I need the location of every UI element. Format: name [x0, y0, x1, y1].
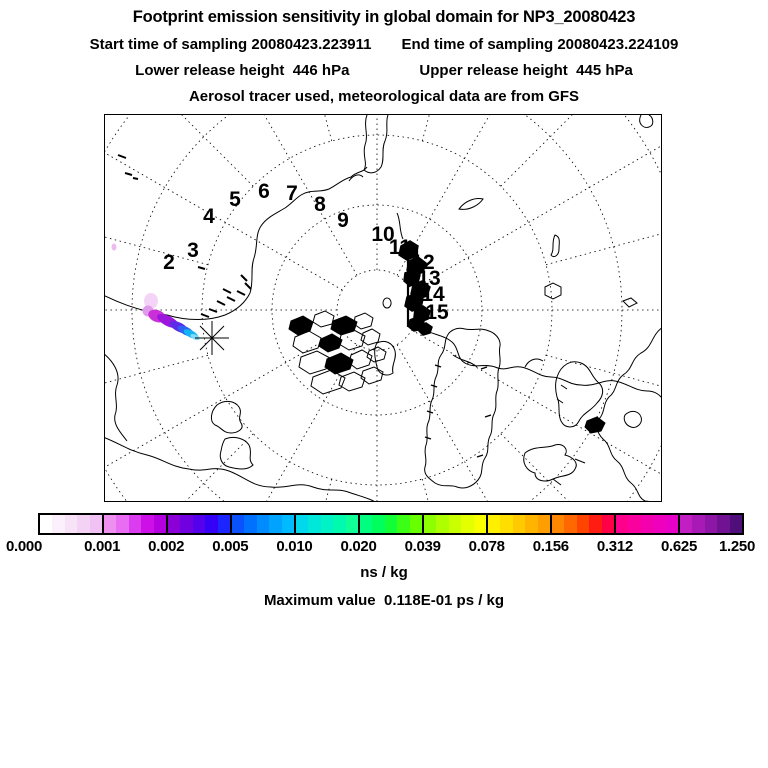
colorbar-cell: [180, 515, 192, 533]
trajectory-day-label: 14: [421, 283, 445, 306]
colorbar-cell: [692, 515, 704, 533]
trajectory-day-label: 11: [388, 236, 412, 259]
colorbar-cell: [641, 515, 653, 533]
colorbar-cell: [705, 515, 717, 533]
colorbar-segment: [296, 515, 360, 533]
colorbar-cell: [257, 515, 269, 533]
colorbar-segment: [424, 515, 488, 533]
colorbar-cell: [500, 515, 512, 533]
colorbar-tick-label: 0.156: [532, 538, 569, 555]
colorbar-cell: [488, 515, 500, 533]
release-heights-line: [0, 62, 768, 79]
colorbar-cell: [577, 515, 589, 533]
colorbar-tick-label: 0.039: [404, 538, 441, 555]
colorbar-cell: [65, 515, 77, 533]
colorbar-tick-label: 0.078: [468, 538, 505, 555]
colorbar-cell: [461, 515, 473, 533]
colorbar-segment: [360, 515, 424, 533]
start-time-label: Start time of sampling 20080423.223911: [89, 36, 372, 53]
colorbar: [38, 513, 744, 535]
colorbar-cell: [244, 515, 256, 533]
colorbar-tick-label: 0.001: [84, 538, 121, 555]
colorbar-cell: [513, 515, 525, 533]
colorbar-segment: [168, 515, 232, 533]
colorbar-cell: [474, 515, 486, 533]
trajectory-day-label: 6: [258, 180, 270, 203]
colorbar-cell: [193, 515, 205, 533]
colorbar-cell: [52, 515, 64, 533]
colorbar-tick-label: 0.002: [148, 538, 185, 555]
colorbar-cell: [104, 515, 116, 533]
colorbar-cell: [372, 515, 384, 533]
colorbar-cell: [628, 515, 640, 533]
colorbar-cell: [525, 515, 537, 533]
trajectory-day-label: 9: [337, 209, 349, 232]
colorbar-cell: [232, 515, 244, 533]
colorbar-segment: [616, 515, 680, 533]
colorbar-cell: [218, 515, 230, 533]
colorbar-cell: [616, 515, 628, 533]
colorbar-cell: [116, 515, 128, 533]
upper-release-label: Upper release height 445 hPa: [419, 62, 633, 79]
colorbar-tick-label: 1.250: [718, 538, 756, 555]
trajectory-day-label: 5: [229, 188, 241, 211]
colorbar-cell: [308, 515, 320, 533]
trajectory-day-label: 4: [203, 205, 215, 228]
colorbar-segment: [104, 515, 168, 533]
colorbar-cell: [680, 515, 692, 533]
colorbar-cell: [538, 515, 550, 533]
release-location-marker: [195, 321, 229, 355]
colorbar-cell: [296, 515, 308, 533]
colorbar-cell: [141, 515, 153, 533]
colorbar-cell: [77, 515, 89, 533]
colorbar-segment: [488, 515, 552, 533]
trajectory-day-label: 7: [286, 182, 298, 205]
trajectory-day-label: 2: [163, 251, 175, 274]
colorbar-cell: [410, 515, 422, 533]
max-value-label: Maximum value 0.118E-01 ps / kg: [263, 592, 505, 609]
trajectory-day-label: 10: [371, 223, 395, 246]
colorbar-cell: [282, 515, 294, 533]
colorbar-tick-label: 0.020: [340, 538, 377, 555]
colorbar-cell: [717, 515, 729, 533]
trajectory-day-label: 8: [314, 193, 326, 216]
colorbar-cell: [385, 515, 397, 533]
colorbar-cell: [90, 515, 102, 533]
colorbar-tick-label: 0.010: [276, 538, 313, 555]
colorbar-cell: [269, 515, 281, 533]
colorbar-tick-label: 0.005: [212, 538, 249, 555]
graticule-grid: [105, 115, 661, 501]
colorbar-cell: [653, 515, 665, 533]
colorbar-cell: [730, 515, 742, 533]
coastlines: [105, 115, 661, 501]
colorbar-cell: [129, 515, 141, 533]
trajectory-day-label: 13: [417, 267, 441, 290]
page-title: Footprint emission sensitivity in global domain for NP3_20080423: [132, 8, 636, 26]
colorbar-cell: [321, 515, 333, 533]
colorbar-cell: [602, 515, 614, 533]
trajectory-day-label: 15: [425, 301, 449, 324]
end-time-label: End time of sampling 20080423.224109: [401, 36, 679, 53]
colorbar-cell: [666, 515, 678, 533]
colorbar-cell: [360, 515, 372, 533]
colorbar-units-label: ns / kg: [360, 564, 408, 581]
colorbar-cell: [40, 515, 52, 533]
colorbar-tick-label: 0.625: [660, 538, 698, 555]
colorbar-tick-label: 0.312: [596, 538, 633, 555]
colorbar-segment: [552, 515, 616, 533]
map-panel: [104, 114, 662, 502]
lower-release-label: Lower release height 446 hPa: [135, 62, 350, 79]
colorbar-tick-labels: [0, 538, 768, 556]
sampling-times-line: [0, 36, 768, 53]
colorbar-segment: [680, 515, 742, 533]
trajectory-day-label: 3: [187, 239, 199, 262]
colorbar-cell: [168, 515, 180, 533]
colorbar-cell: [449, 515, 461, 533]
colorbar-cell: [589, 515, 601, 533]
polar-map: [105, 115, 661, 501]
colorbar-cell: [436, 515, 448, 533]
tracer-info-line: Aerosol tracer used, meteorological data are from GFS: [188, 88, 580, 105]
colorbar-segment: [232, 515, 296, 533]
colorbar-cell: [333, 515, 345, 533]
colorbar-cell: [552, 515, 564, 533]
colorbar-cell: [154, 515, 166, 533]
colorbar-cell: [424, 515, 436, 533]
colorbar-tick-label: 0.000: [5, 538, 43, 555]
trajectory-day-label: 12: [411, 251, 435, 274]
colorbar-cell: [346, 515, 358, 533]
colorbar-cell: [397, 515, 409, 533]
colorbar-segment: [40, 515, 104, 533]
colorbar-cell: [564, 515, 576, 533]
colorbar-cell: [205, 515, 217, 533]
